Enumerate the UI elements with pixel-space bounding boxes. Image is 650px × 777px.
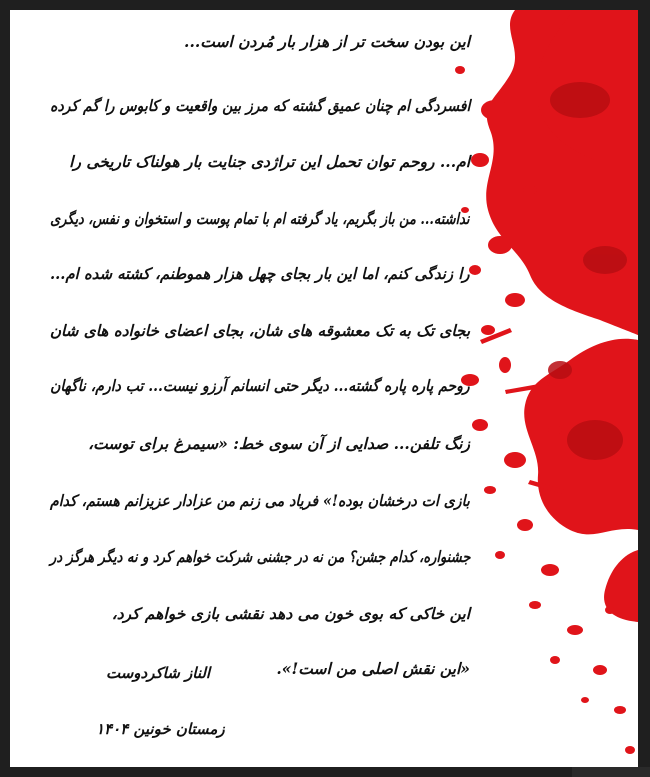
poem-image (10, 10, 638, 767)
author-signature: الناز شاکردوست (106, 664, 211, 682)
poem-line: نداشته... من باز بگریم، یاد گرفته ام با تمام پوست و استخوان و نفس، دیگری (50, 209, 470, 228)
poem-line: «این نقش اصلی من است!». (276, 659, 470, 678)
poem-line: جشنواره، کدام جشن؟ من نه در جشنی شرکت خواهم کرد و نه دیگر هرگز در (49, 547, 470, 566)
date-line: زمستان خونین ۱۴۰۴ (96, 720, 225, 738)
corner-overlay (572, 767, 650, 777)
poem-line: بجای تک به تک معشوقه های شان، بجای اعضای خانواده های شان (49, 321, 470, 340)
poem-line: این بودن سخت تر از هزار بار مُردن است... (184, 32, 470, 51)
poem-line: را زندگی کنم، اما این بار بجای چهل هزار هموطنم، کشته شده ام... (50, 264, 470, 283)
poem-line: روحم پاره پاره گشته... دیگر حتی انسانم آرزو نیست... تب دارم، ناگهان (50, 376, 470, 395)
poem-line: بازی ات درخشان بوده!» فریاد می زنم من عزادار عزیزانم هستم، کدام (50, 491, 470, 510)
poem-line: افسردگی ام چنان عمیق گشته که مرز بین واقعیت و کابوس را گم کرده (49, 96, 470, 115)
poem-line: زنگ تلفن... صدایی از آن سوی خط: «سیمرغ برای توست، (88, 434, 470, 453)
poem-line: این خاکی که بوی خون می دهد نقشی بازی خواهم کرد، (111, 604, 470, 623)
poem-line: ام... روحم توان تحمل این تراژدی جنایت بار هولناک تاریخی را (69, 152, 470, 171)
